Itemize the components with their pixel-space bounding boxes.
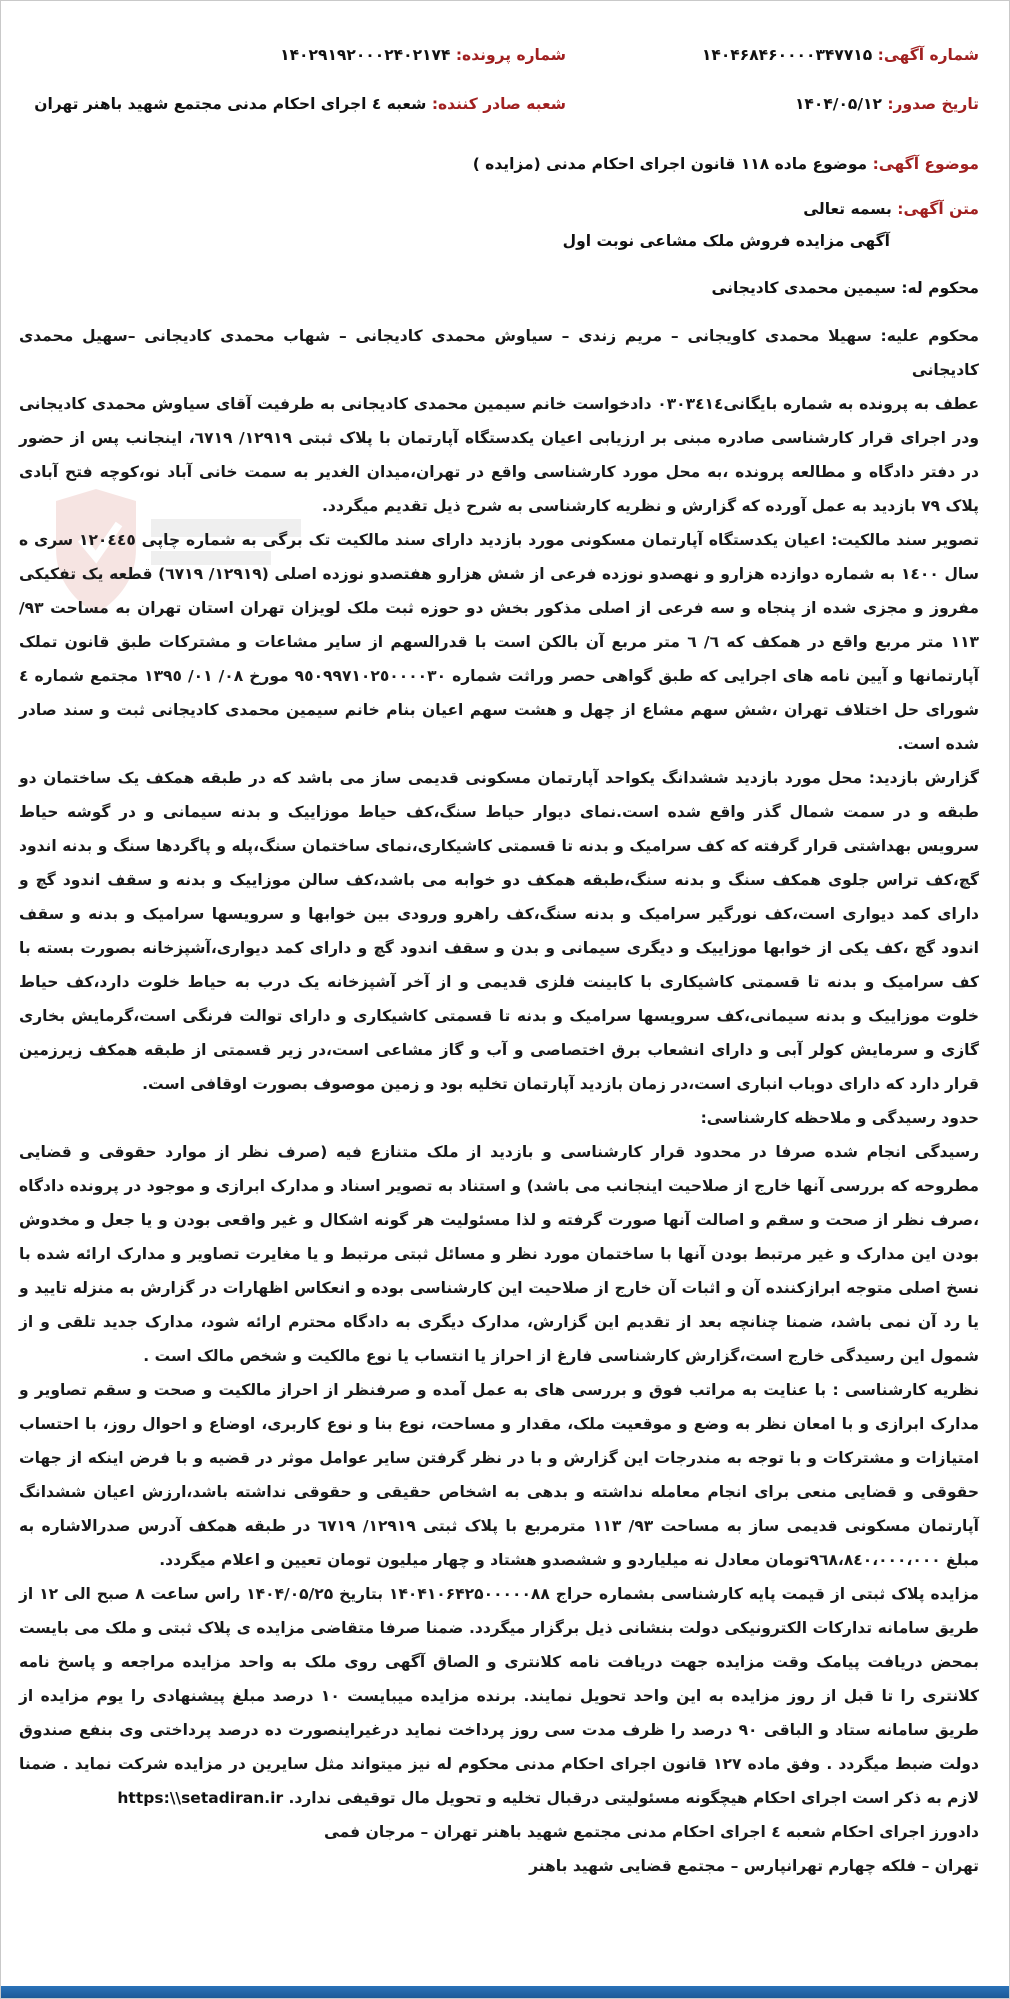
opinion-paragraph: نظریه کارشناسی : با عنایت به مراتب فوق و بررسی های به عمل آمده و صرفنظر از احراز مالکیت و صحت و سقم تصاویر و مدارک ابرازی و با امعان نظر به وضع و موقعیت ملک، مقدار و مساحت، نوع بنا و نوع کاربری، اوضاع و احوال روز، با احتساب امتیازات و مشترکات و با توجه به مندرجات این گزارش و با در نظر گرفتن سایر عوامل موثر در قضیه و با فرض اینکه از جهات حقوقی و قضایی منعی برای انجام معامله نداشته و بدهی به اشخاص حقیقی و حقوقی نداشته باشد،ارزش اعیان ششدانگ آپارتمان مسکونی قدیمی ساز به مساحت ۹۳/ ۱۱۳ مترمربع با پلاک ثبتی ۱۲۹۱۹/ ٦٧١٩ در طبقه همکف آدرس صدرالاشاره به مبلغ ۹٦۸،۸٤۰،۰۰۰،۰۰۰تومان معادل نه میلیاردو و ششصدو هشتاد و چهار میلیون تومان تعیین و اعلام میگردد. xyxy=(19,1381,979,1569)
ad-number-label: شماره آگهی: xyxy=(877,46,979,64)
auction-paragraph xyxy=(19,1577,979,1815)
bottom-bar xyxy=(1,1986,1009,1998)
judgment-against: محکوم علیه: سهیلا محمدی کاویجانی – مریم زندی – سیاوش محمدی کادیجانی – شهاب محمدی کادیجانی –سهیل محمدی کادیجانی xyxy=(19,327,979,379)
main-text xyxy=(19,319,979,1883)
subject-label: موضوع آگهی: xyxy=(872,155,979,173)
case-number-row xyxy=(280,46,566,64)
setadiran-link[interactable]: https:\\setadiran.ir xyxy=(117,1789,284,1807)
subject-row xyxy=(473,155,979,173)
auction-text: مزایده پلاک ثبتی از قیمت پایه کارشناسی بشماره حراج ۱۴۰۴۱۰۶۴۲۵۰۰۰۰۰۸۸ بتاریخ ۱۴۰۴/۰۵/۲۵ راس ساعت ۸ صبح الی ۱۲ از طریق سامانه تدارکات الکترونیکی دولت بنشانی ذیل برگزار میگردد. ضمنا صرفا متقاضی مزایده ی پلاک ثبتی و ملک می بایست بمحض دریافت پیامک وقت مزایده جهت دریافت نامه کلانتری و الصاق آگهی روی ملک به واحد مزایده مراجعه و پاسخ نامه کلانتری را تا قبل از روز مزایده به این واحد تحویل نمایند. برنده مزایده میبایست ۱۰ درصد مبلغ پیشنهادی را یوم مزایده از طریق سامانه ستاد و الباقی ۹۰ درصد را ظرف مدت سی روز پرداخت نماید درغیراینصورت ده درصد پرداختی وی بنفع صندوق دولت ضبط میگردد . وفق ماده ۱۲۷ قانون اجرای احکام مدنی محکوم له نیز میتواند مثل سایرین در مزایده شرکت نماید . ضمنا لازم به ذکر است اجرای احکام هیچگونه مسئولیتی درقبال تخلیه و تحویل مال توقیفی ندارد. xyxy=(19,1585,980,1807)
ad-title: آگهی مزایده فروش ملک مشاعی نوبت اول xyxy=(562,232,890,250)
case-number-label: شماره پرونده: xyxy=(455,46,566,64)
judgment-for: محکوم له: سیمین محمدی کادیجانی xyxy=(711,279,979,297)
visit-report-paragraph: گزارش بازدید: محل مورد بازدید ششدانگ یکواحد آپارتمان مسکونی قدیمی ساز می باشد که در طبقه همکف یک ساختمان دو طبقه و در سمت شمال گذر واقع شده است.نمای دیوار حیاط سنگ،کف حیاط موزاییک و بدنه سیمانی و در گوشه حیاط سرویس بهداشتی قرار گرفته که کف سرامیک و بدنه تا قسمتی کاشیکاری،نمای ساختمان سنگ،پله و پاگردها سنگ و بدنه اندود گچ،کف تراس جلوی همکف سنگ و بدنه سنگ،طبقه همکف دو خوابه می باشد،کف سالن موزاییک و بدنه و سقف اندود گچ و دارای کمد دیواری است،کف نورگیر سرامیک و بدنه سنگ،کف راهرو ورودی بین خوابها و سرویسها سرامیک و بدنه و سقف اندود گچ ،کف یکی از خوابها موزاییک و دیگری سیمانی و بدن و سقف اندود گچ و دارای کمد دیواری،آشپزخانه بصورت بسته با کف سرامیک و بدنه تا قسمتی کاشیکاری با کابینت فلزی قدیمی و از آخر آشپزخانه یک درب به حیاط خلوت دارد،کف حیاط خلوت موزاییک و بدنه سیمانی،کف سرویسها سرامیک و بدنه تا قسمتی کاشیکاری و دارای توالت فرنگی است،گرمایش بخاری گازی و سرمایش کولر آبی و دارای انشعاب برق اختصاصی و آب و گاز مشاعی است،در زیر قسمتی از طبقه همکف زیرزمین قرار دارد که دارای دوباب انباری است،در زمان بازدید آپارتمان تخلیه بود و زمین موصوف بصورت اوقافی است. xyxy=(19,769,979,1093)
body-opening-row xyxy=(803,200,979,218)
address-line: تهران – فلکه چهارم تهرانپارس – مجتمع قضایی شهید باهنر xyxy=(529,1857,979,1875)
scope-paragraph: رسیدگی انجام شده صرفا در محدود قرار کارشناسی و بازدید از ملک متنازع فیه (صرف نظر از موارد حقوقی و قضایی مطروحه که بررسی آنها خارج از صلاحیت اینجانب می باشد) و استناد به تصویر اسناد و مدارک ابرازی و موجود در پرونده دادگاه ،صرف نظر از صحت و سقم و اصالت آنها صورت گرفته و لذا مسئولیت هر گونه اشکال و غیر واقعی بودن و یا جعل و مخدوش بودن این مدارک و غیر مرتبط بودن آنها با ساختمان مورد نظر و مسائل ثبتی مرتبط و یا مغایرت تصاویر و مدارک ارائه شده با نسخ اصلی متوجه ابرازکننده آن و اثبات آن خارج از صلاحیت این کارشناسی بوده و انعکاس اظهارات در گزارش به منزله تایید و یا رد آن نمی باشد، ضمنا چنانچه بعد از تقدیم این گزارش، مدارک دیگری به دادگاه محترم ارائه شود، مدارک جدید تلقی و از شمول این رسیدگی خارج است،گزارش کارشناسی فارغ از احراز یا انتساب یا نوع مالکیت و شخص مالک است . xyxy=(19,1143,979,1365)
signer-line: دادورز اجرای احکام شعبه ٤ اجرای احکام مدنی مجتمع شهید باهنر تهران – مرجان فمی xyxy=(323,1823,979,1841)
scope-title: حدود رسیدگی و ملاحظه کارشناسی: xyxy=(700,1109,979,1127)
ad-number-row xyxy=(702,46,979,64)
issue-date: ۱۴۰۴/۰۵/۱۲ xyxy=(794,95,882,113)
ad-number: ۱۴۰۴۶۸۴۶۰۰۰۰۳۴۷۷۱۵ xyxy=(701,46,873,64)
deed-paragraph: تصویر سند مالکیت: اعیان یکدستگاه آپارتمان مسکونی مورد بازدید دارای سند مالکیت تک برگی به شماره چاپی ۱۲۰٤٤٥ سری ه سال ۱٤۰۰ به شماره دوازده هزارو و نهصدو نوزده فرعی از شش هزارو هفتصدو نوزده اصلی (۱۲۹۱۹/ ٦٧١٩) قطعه یک تفکیکی مفروز و مجزی شده از پنجاه و سه فرعی از اصلی مذکور بخش دو حوزه ثبت ملک لویزان تهران استان تهران به مساحت ۹۳/ ۱۱۳ متر مربع واقع در همکف که ٦/ ٦ متر مربع آن بالکن است با قدرالسهم از سایر مشاعات و مشترکات طبق قانون تملک آپارتمانها و آیین نامه های اجرایی که طبق گواهی حصر وراثت شماره ۹٥۰۹۹۷۱۰۲٥۰۰۰۰۳۰ مورخ ۰۸/ ۰۱/ ۱۳۹٥ مجتمع شماره ٤ شورای حل اختلاف تهران ،شش سهم مشاع از چهل و هشت سهم اعیان بنام خانم سیمین محمدی کادیجانی ثبت و سند صادر شده است. xyxy=(19,531,980,753)
intro-paragraph: عطف به پرونده به شماره بایگانی۰۳۰۳٤۱٤ دادخواست خانم سیمین محمدی کادیجانی به طرفیت آقای سیاوش محمدی کادیجانی ودر اجرای قرار کارشناسی صادره مبنی بر ارزیابی اعیان یکدستگاه آپارتمان با پلاک ثبتی ۱۲۹۱۹/ ٦٧١٩، اینجانب پس از حضور در دفتر دادگاه و مطالعه پرونده ،به محل مورد کارشناسی واقع در تهران،میدان الغدیر به سمت خانی آباد نو،کوچه فتح آبادی پلاک ۷۹ بازدید به عمل آورده که گزارش و نظریه کارشناسی به شرح ذیل تقدیم میگردد. xyxy=(19,395,979,515)
issuer: شعبه ٤ اجرای احکام مدنی مجتمع شهید باهنر تهران xyxy=(34,95,427,113)
body-label: متن آگهی: xyxy=(897,200,979,218)
issue-date-label: تاریخ صدور: xyxy=(887,95,979,113)
case-number: ۱۴۰۲۹۱۹۲۰۰۰۲۴۰۲۱۷۴ xyxy=(280,46,451,64)
opening-text: بسمه تعالی xyxy=(803,200,892,218)
subject-text: موضوع ماده ۱۱۸ قانون اجرای احکام مدنی (مزایده ) xyxy=(472,155,868,173)
issue-date-row xyxy=(795,95,979,113)
issuer-row xyxy=(34,95,566,113)
issuer-label: شعبه صادر کننده: xyxy=(431,95,566,113)
